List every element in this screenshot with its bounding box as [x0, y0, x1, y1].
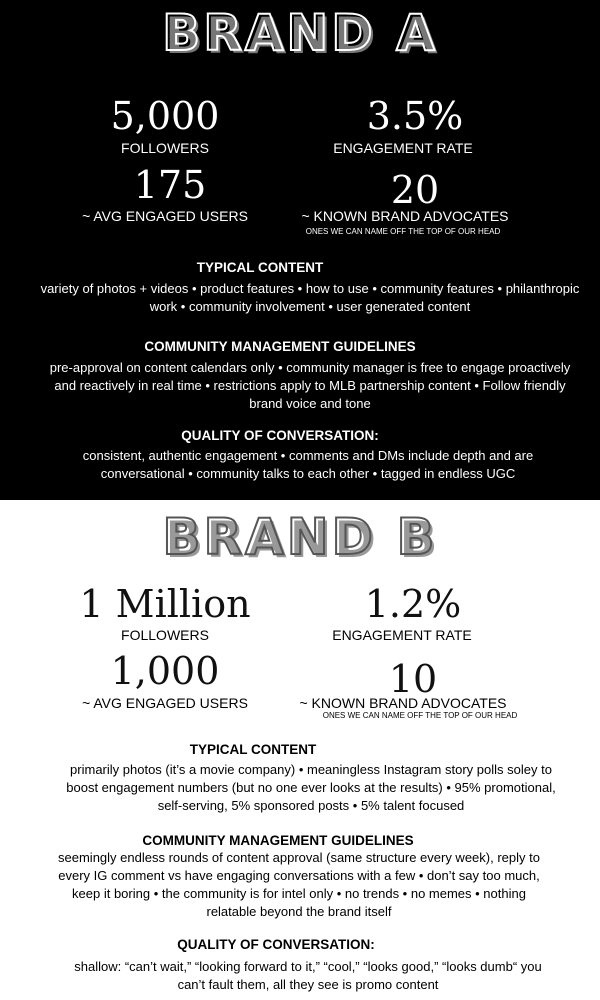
brand-b-followers-value: 1 Million: [79, 582, 251, 626]
brand-b-typical-content-heading: TYPICAL CONTENT: [189, 742, 317, 757]
brand-b-engaged-users-value: 1,000: [110, 649, 220, 693]
brand-b-quality-body: shallow: “can’t wait,” “looking forward to it,” “cool,” “looks good,” “looks dumb“ you can’t fault them, all they see is promo content: [74, 959, 542, 992]
brand-a-advocates-value: 20: [390, 168, 440, 212]
brand-a-quality-heading: QUALITY OF CONVERSATION:: [181, 428, 379, 443]
brand-a-engaged-users-label: ~ AVG ENGAGED USERS: [82, 208, 248, 224]
brand-a-guidelines-heading: COMMUNITY MANAGEMENT GUIDELINES: [144, 339, 416, 354]
brand-a-engagement-label: ENGAGEMENT RATE: [333, 140, 473, 156]
brand-a-followers-value: 5,000: [110, 94, 220, 138]
brand-a-typical-content-body: variety of photos + videos • product features • how to use • community features • philanthropic work • community involvement • user generated content: [40, 281, 580, 314]
brand-a-typical-content-heading: TYPICAL CONTENT: [196, 260, 324, 275]
brand-b-advocates-note: ONES WE CAN NAME OFF THE TOP OF OUR HEAD: [322, 711, 518, 720]
brand-b-typical-content-body: primarily photos (it’s a movie company) • meaningless Instagram story polls soley to boost engagement numbers (but no one ever looks at the results) • 95% promotional, self-serving, 5% sponsored posts • 5% talent focused: [66, 762, 556, 813]
brand-b-quality-heading: QUALITY OF CONVERSATION:: [177, 937, 375, 952]
brand-b-engaged-users-label: ~ AVG ENGAGED USERS: [82, 695, 248, 711]
brand-b-followers-label: FOLLOWERS: [121, 627, 209, 643]
brand-b-advocates-label: ~ KNOWN BRAND ADVOCATES: [299, 695, 507, 711]
brand-a-engaged-users-value: 175: [133, 163, 207, 207]
brand-b-panel: [0, 500, 600, 1000]
brand-a-quality-body: consistent, authentic engagement • comments and DMs include depth and are conversational • community talks to each other • tagged in endless UGC: [82, 448, 534, 481]
brand-b-engagement-label: ENGAGEMENT RATE: [332, 627, 472, 643]
brand-b-engagement-value: 1.2%: [364, 582, 462, 626]
brand-b-title: BRAND B: [162, 508, 438, 566]
brand-a-guidelines-body: pre-approval on content calendars only • community manager is free to engage proactively and reactively in real time • restrictions apply to MLB partnership content • Follow friendly brand voice and tone: [49, 360, 571, 411]
brand-b-guidelines-body: seemingly endless rounds of content approval (same structure every week), reply to every IG comment vs have engaging conversations with a few • don’t say too much, keep it boring • the community is for intel only • no trends • no memes • nothing relatable beyond the brand itself: [58, 850, 540, 919]
brand-a-title: BRAND A: [162, 4, 438, 62]
brand-a-followers-label: FOLLOWERS: [121, 140, 209, 156]
brand-a-advocates-note: ONES WE CAN NAME OFF THE TOP OF OUR HEAD: [305, 227, 501, 236]
brand-b-advocates-value: 10: [388, 657, 438, 701]
brand-b-guidelines-heading: COMMUNITY MANAGEMENT GUIDELINES: [142, 833, 414, 848]
brand-a-engagement-value: 3.5%: [366, 94, 464, 138]
brand-a-advocates-label: ~ KNOWN BRAND ADVOCATES: [301, 208, 509, 224]
